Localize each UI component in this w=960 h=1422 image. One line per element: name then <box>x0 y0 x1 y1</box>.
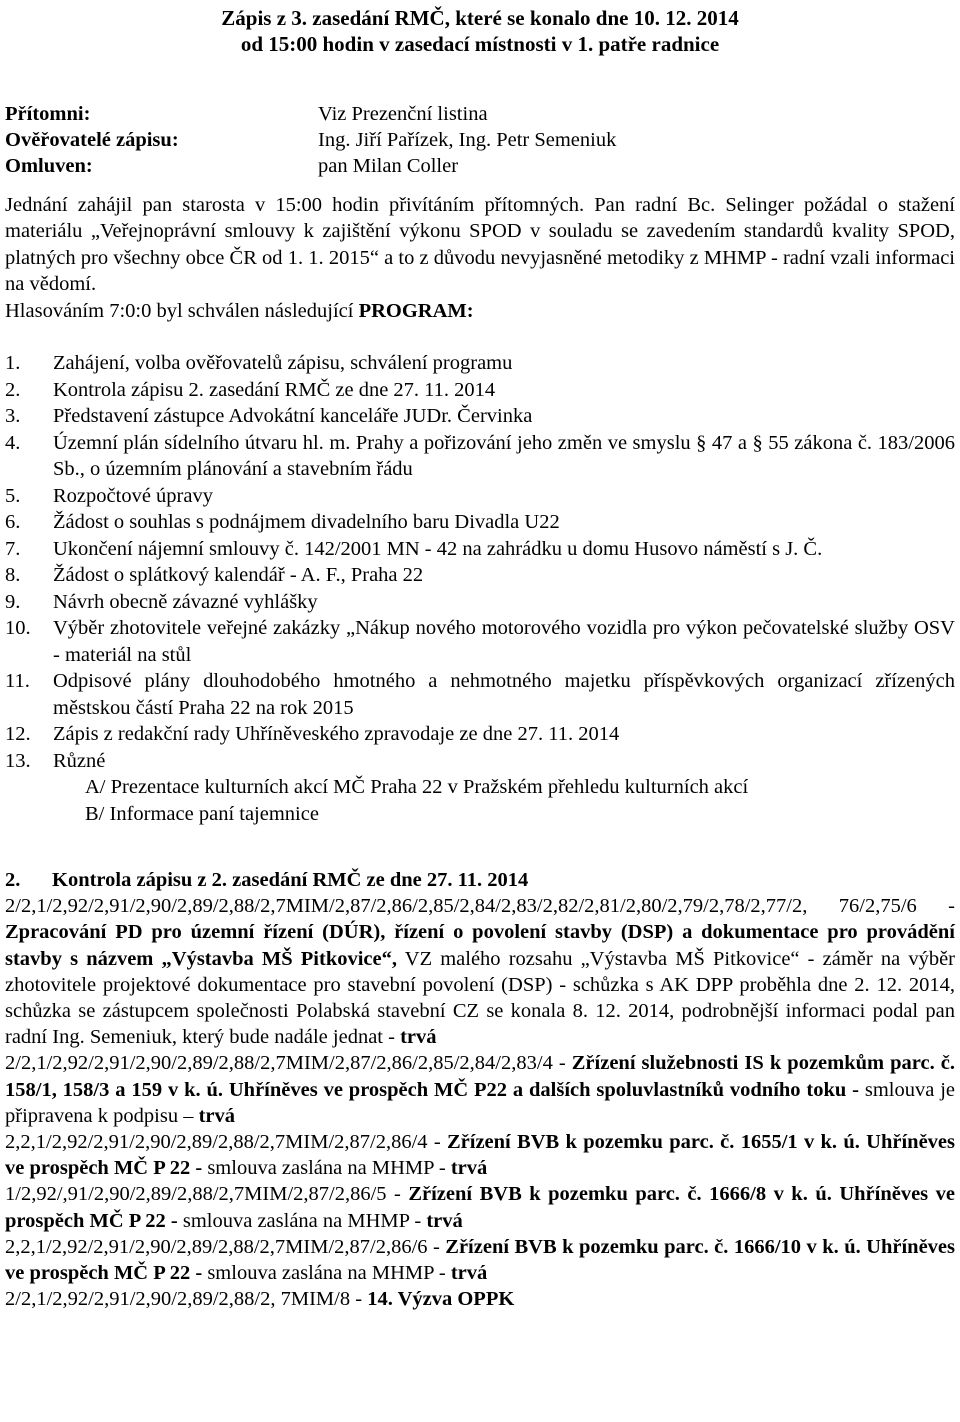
control-item-status: trvá <box>450 1262 488 1285</box>
control-item <box>5 1181 955 1233</box>
present-label: Přítomni: <box>5 103 91 125</box>
section-2-heading <box>5 867 955 893</box>
program-item-number: 11. <box>5 670 30 693</box>
program-item-text: Různé <box>53 749 106 772</box>
control-item <box>5 1286 955 1312</box>
control-item-note: VZ malého rozsahu „Výstavba MŠ Pitkovice“ - záměr na výběr zhotovitele projektové dokumentace pro stavební povolení (DSP) - schůzka s AK DPP proběhla dne 2. 12. 2014, schůzka se zástupcem společnosti Polabská stavební CZ se konala 8. 12. 2014, podrobnější informaci podal pan radní Ing. Semeniuk, který bude nadále jednat - <box>5 947 955 1049</box>
attendance-block <box>5 101 955 179</box>
program-item-number: 12. <box>5 723 31 746</box>
control-item-subject: 14. Výzva OPPK <box>367 1288 515 1311</box>
program-item <box>5 562 955 589</box>
title-line-1: Zápis z 3. zasedání RMČ, které se konalo dne 10. 12. 2014 <box>221 6 739 30</box>
verifiers-value: Ing. Jiří Pařízek, Ing. Petr Semeniuk <box>318 129 617 151</box>
control-item-subject: Zřízení BVB k pozemku parc. č. 1655/1 v k. ú. Uhříněves ve prospěch MČ P 22 - <box>5 1131 955 1180</box>
control-item-subject: Zřízení BVB k pozemku parc. č. 1666/10 v k. ú. Uhříněves ve prospěch MČ P 22 - <box>5 1235 955 1285</box>
program-item-text: Představení zástupce Advokátní kanceláře JUDr. Červinka <box>53 405 533 428</box>
section-2-title: Kontrola zápisu z 2. zasedání RMČ ze dne 27. 11. 2014 <box>52 869 529 892</box>
program-item-number: 3. <box>5 405 21 428</box>
excused-label: Omluven: <box>5 155 93 177</box>
program-item-number: 2. <box>5 378 21 401</box>
document-title <box>5 5 955 57</box>
program-item-text: Zápis z redakční rady Uhříněveského zpravodaje ze dne 27. 11. 2014 <box>53 723 620 746</box>
excused-value: pan Milan Coller <box>318 155 459 177</box>
control-item-codes: 2,2,1/2,92/2,91/2,90/2,89/2,88/2,7MIM/2,87/2,86/4 - <box>5 1131 447 1154</box>
program-item <box>5 536 955 563</box>
control-item-codes: 2/2,1/2,92/2,91/2,90/2,89/2,88/2, 7MIM/8 - <box>5 1288 368 1311</box>
program-item-number: 1. <box>5 352 21 375</box>
program-item-text: Rozpočtové úpravy <box>53 484 213 507</box>
control-item-status: trvá <box>450 1157 488 1180</box>
control-item-codes: 2/2,1/2,92/2,91/2,90/2,89/2,88/2,7MIM/2,87/2,86/2,85/2,84/2,83/4 - <box>5 1052 572 1075</box>
program-item <box>5 509 955 536</box>
program-item-number: 10. <box>5 617 31 640</box>
program-item <box>5 403 955 430</box>
program-item-number: 6. <box>5 511 21 534</box>
section-2-number: 2. <box>5 869 21 892</box>
control-item-note: smlouva zaslána na MHMP - <box>202 1157 451 1180</box>
section-2 <box>5 867 955 1312</box>
program-item-text: Odpisové plány dlouhodobého hmotného a nehmotného majetku příspěvkových organizací zřízených městskou částí Praha 22 na rok 2015 <box>53 670 955 719</box>
program-item <box>5 668 955 721</box>
program-item <box>5 377 955 404</box>
program-item-text: Ukončení nájemní smlouvy č. 142/2001 MN - 42 na zahrádku u domu Husovo náměstí s J. Č. <box>53 537 823 560</box>
control-item-status: trvá <box>400 1026 437 1049</box>
program-sub-item: A/ Prezentace kulturních akcí MČ Praha 22 v Pražském přehledu kulturních akcí <box>85 776 749 799</box>
control-item-codes: 1/2,92/,91/2,90/2,89/2,88/2,7MIM/2,87/2,86/5 - <box>5 1183 409 1206</box>
program-item-text: Návrh obecně závazné vyhlášky <box>53 590 318 613</box>
title-line-2: od 15:00 hodin v zasedací místnosti v 1. patře radnice <box>240 32 720 56</box>
program-item-text: Kontrola zápisu 2. zasedání RMČ ze dne 27. 11. 2014 <box>53 378 496 401</box>
program-item <box>5 483 955 510</box>
control-item-codes: 2/2,1/2,92/2,91/2,90/2,89/2,88/2,7MIM/2,87/2,86/2,85/2,84/2,83/2,82/2,81/2,80/2,79/2,78/2,77/2, 76/2,75/6 - <box>5 895 955 918</box>
control-item-note: smlouva zaslána na MHMP - <box>202 1262 451 1285</box>
program-sub-items <box>5 774 955 827</box>
section-2-items <box>5 893 955 1312</box>
control-item-codes: 2,2,1/2,92/2,91/2,90/2,89/2,88/2,7MIM/2,87/2,86/6 - <box>5 1235 446 1258</box>
program-item <box>5 430 955 483</box>
control-item-subject: Zřízení BVB k pozemku parc. č. 1666/8 v k. ú. Uhříněves ve prospěch MČ P 22 - <box>5 1183 955 1232</box>
program-item-text: Výběr zhotovitele veřejné zakázky „Nákup nového motorového vozidla pro výkon pečovatelské služby OSV - materiál na stůl <box>53 617 955 666</box>
program-item-number: 9. <box>5 590 21 613</box>
program-item <box>5 748 955 775</box>
program-item-text: Žádost o splátkový kalendář - A. F., Praha 22 <box>53 564 424 587</box>
program-item <box>5 350 955 377</box>
program-item-text: Žádost o souhlas s podnájmem divadelního baru Divadla U22 <box>53 511 560 534</box>
control-item-note: smlouva zaslána na MHMP - <box>177 1209 427 1232</box>
program-list <box>5 350 955 774</box>
program-item-number: 5. <box>5 484 21 507</box>
control-item <box>5 893 955 1050</box>
program-item-text: Územní plán sídelního útvaru hl. m. Prahy a pořizování jeho změn ve smyslu § 47 a § 55 zákona č. 183/2006 Sb., o územním plánování a stavebním řádu <box>53 431 955 481</box>
control-item-status: trvá <box>198 1104 236 1127</box>
document-page <box>5 0 955 1312</box>
program-item <box>5 589 955 616</box>
present-value: Viz Prezenční listina <box>318 103 488 125</box>
program-item-number: 7. <box>5 537 21 560</box>
control-item <box>5 1050 955 1129</box>
program-item <box>5 615 955 668</box>
program-intro <box>5 298 955 324</box>
program-item <box>5 721 955 748</box>
control-item-subject: Zřízení služebnosti IS k pozemkům parc. č. 158/1, 158/3 a 159 v k. ú. Uhříněves ve prospěch MČ P22 a dalších spoluvlastníků vodního toku - <box>5 1052 956 1101</box>
control-item-subject: Zpracování PD pro územní řízení (DÚR), řízení o povolení stavby (DSP) a dokumentace pro provádění stavby s názvem „Výstavba MŠ Pitkovice“, <box>5 921 955 970</box>
program-heading: PROGRAM: <box>358 299 474 322</box>
control-item <box>5 1129 955 1181</box>
control-item-note: smlouva je připravena k podpisu – <box>5 1078 955 1127</box>
program-item-number: 13. <box>5 749 31 772</box>
verifiers-label: Ověřovatelé zápisu: <box>5 129 179 151</box>
program-item-text: Zahájení, volba ověřovatelů zápisu, schválení programu <box>53 352 513 375</box>
program-item-number: 4. <box>5 431 21 454</box>
intro-paragraph: Jednání zahájil pan starosta v 15:00 hodin přivítáním přítomných. Pan radní Bc. Selinger požádal o stažení materiálu „Veřejnoprávní smlouvy k zajištění výkonu SPOD v souladu se zavedením standardů kvality SPOD, platných pro všechny obce ČR od 1. 1. 2015“ a to z důvodu nevyjasněné metodiky z MHMP - radní vzali informaci na vědomí. <box>5 194 955 296</box>
program-item-number: 8. <box>5 564 21 587</box>
control-item <box>5 1234 955 1286</box>
program-sub-item: B/ Informace paní tajemnice <box>85 802 319 825</box>
program-prefix: Hlasováním 7:0:0 byl schválen následující <box>5 299 359 322</box>
control-item-status: trvá <box>426 1209 463 1232</box>
